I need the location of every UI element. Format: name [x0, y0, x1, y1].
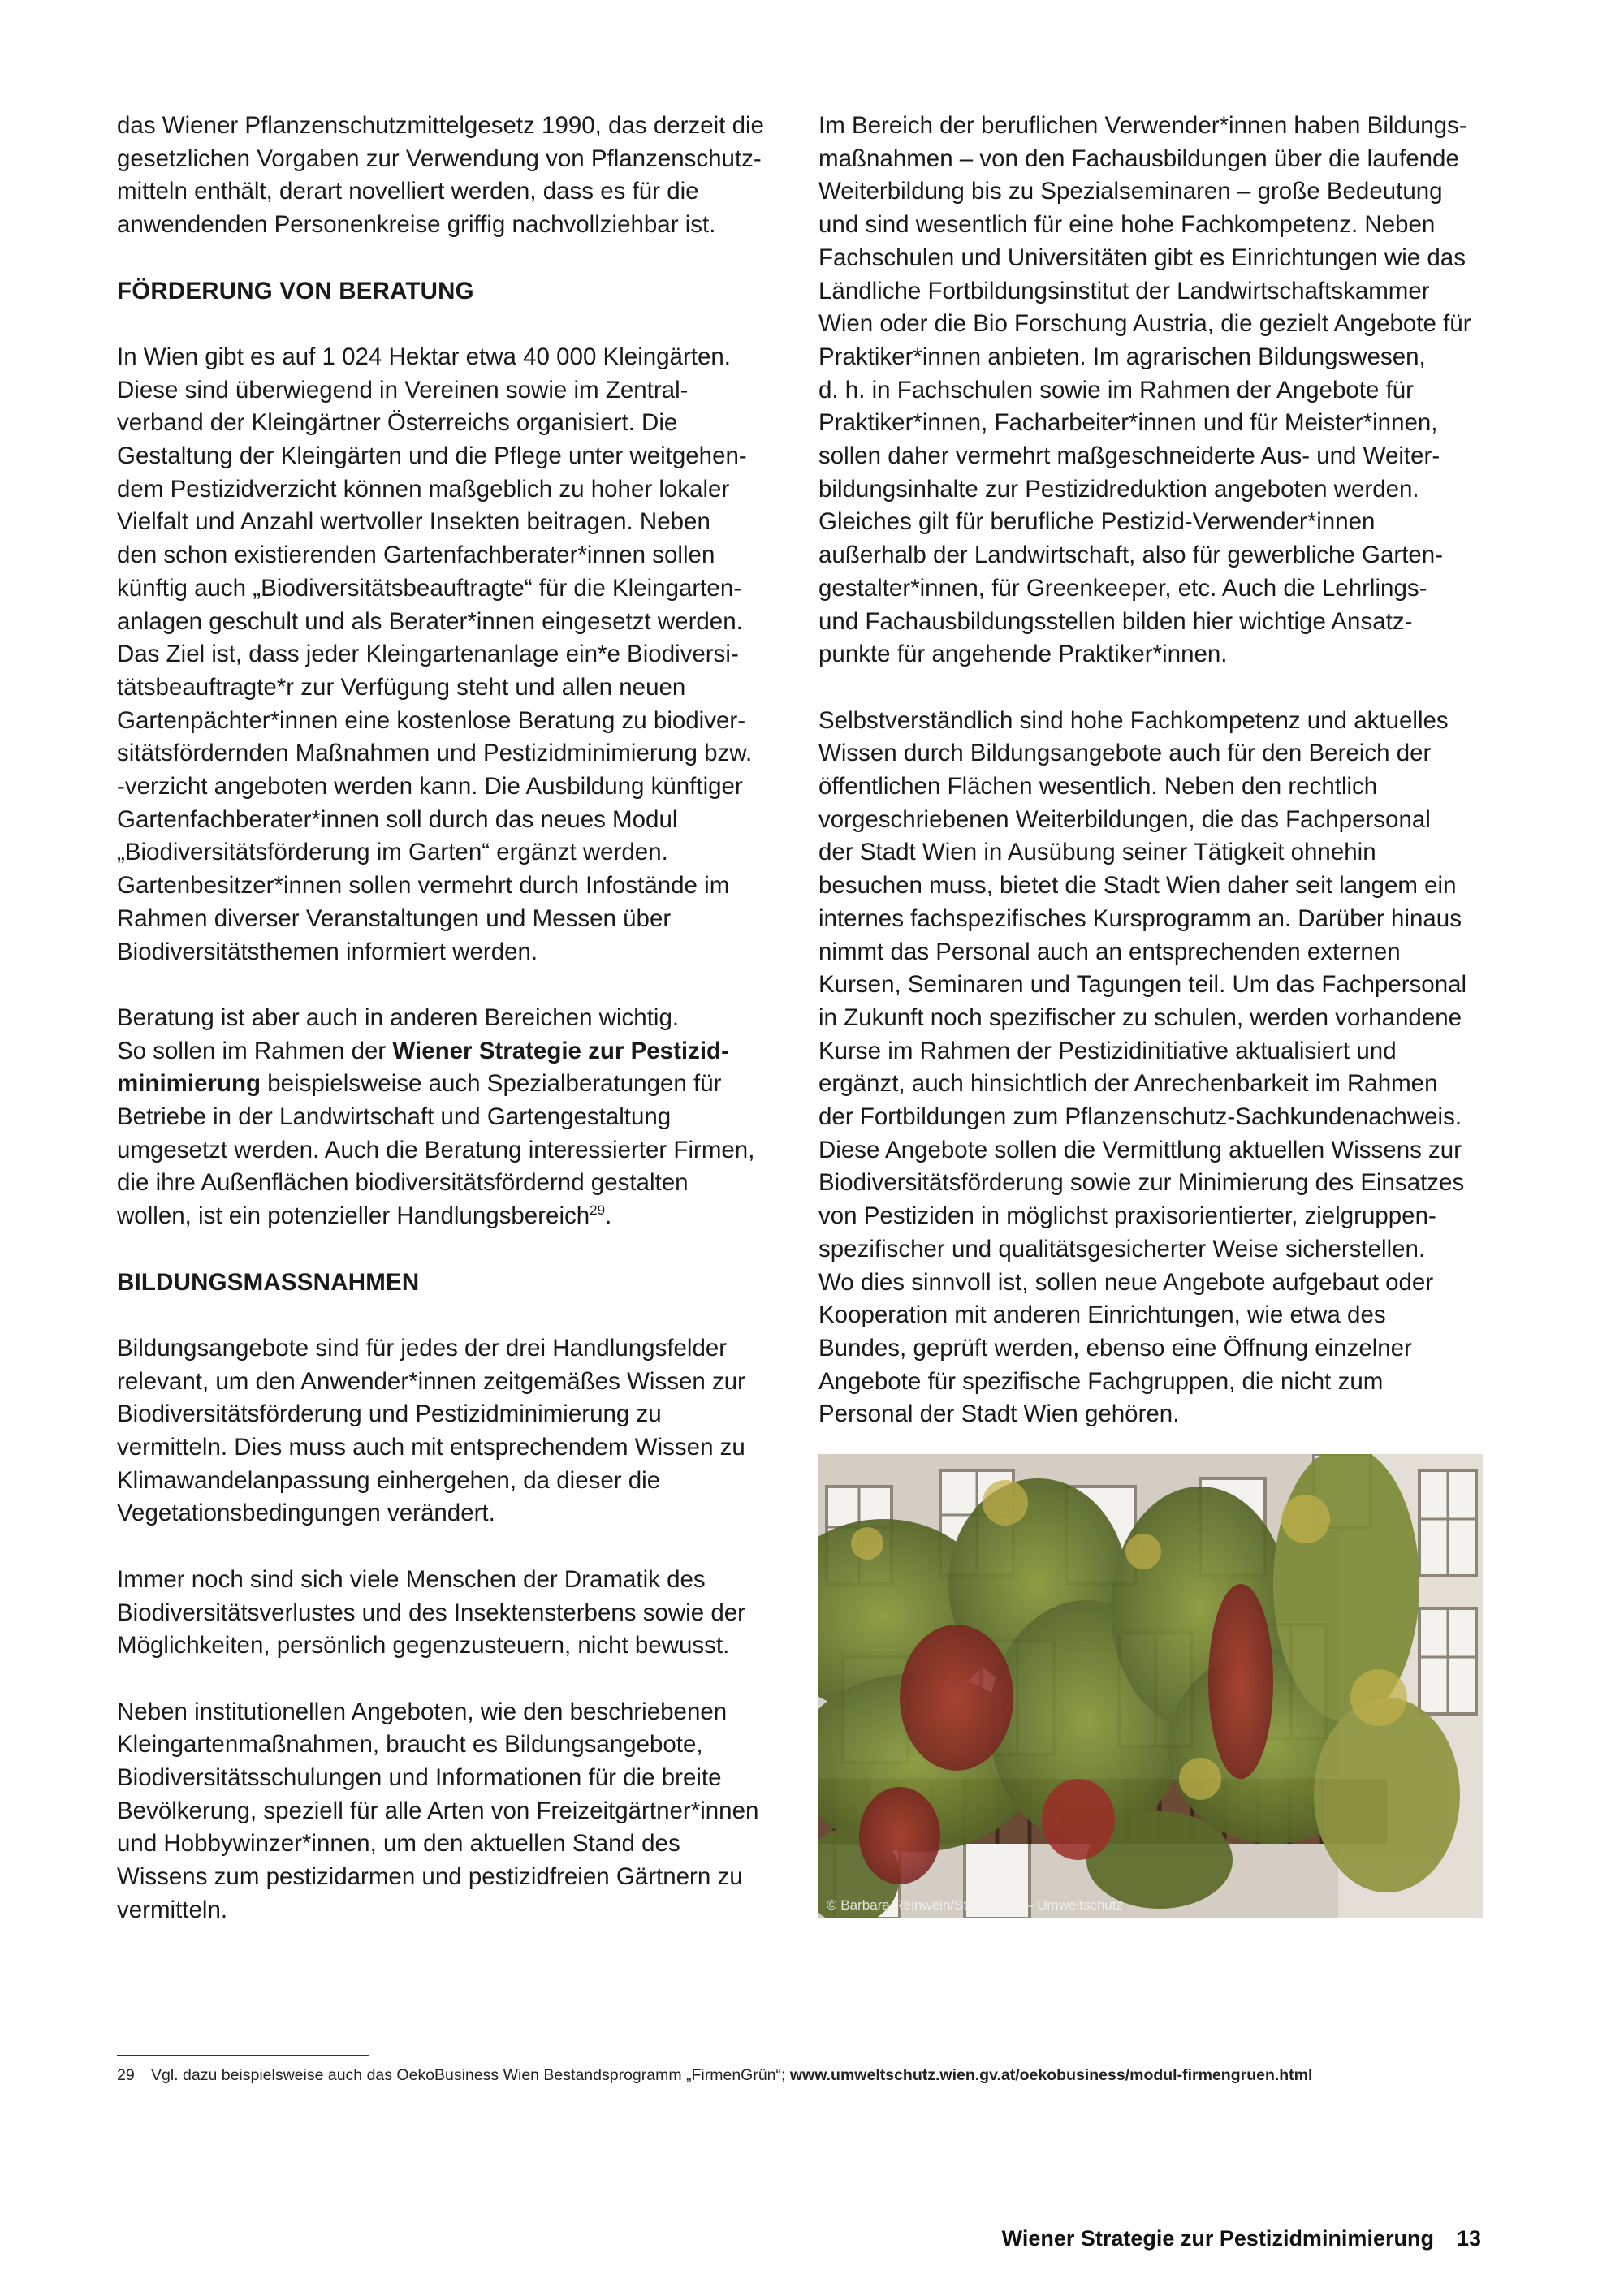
text-line: Im Bereich der beruflichen Verwender*innen haben Bildungs- — [818, 112, 1467, 139]
page-footer — [1002, 2226, 1481, 2251]
footer-title: Wiener Strategie zur Pestizidminimierung — [1001, 2226, 1434, 2251]
text-line: Wissens zum pestizidarmen und pestizidfreien Gärtnern zu — [117, 1863, 743, 1891]
text-line: Gleiches gilt für berufliche Pestizid-Verwender*innen — [818, 508, 1376, 536]
text-line: Gestaltung der Kleingärten und die Pflege unter weitgehen- — [117, 442, 747, 469]
text-line: Kurse im Rahmen der Pestizidinitiative aktualisiert und — [818, 1037, 1397, 1064]
text-line: Das Ziel ist, dass jeder Kleingartenanlage ein*e Biodiversi- — [117, 641, 739, 668]
text-line: Betriebe in der Landwirtschaft und Gartengestaltung — [117, 1103, 672, 1131]
text-line: Gartenbesitzer*innen sollen vermehrt durch Infostände im — [117, 872, 730, 900]
text-line: nimmt das Personal auch an entsprechenden externen — [818, 938, 1401, 965]
text-line: „Biodiversitätsförderung im Garten“ ergänzt werden. — [117, 839, 668, 866]
text-line: In Wien gibt es auf 1 024 Hektar etwa 40 000 Kleingärten. — [117, 343, 731, 370]
section-heading-beratung: FÖRDERUNG VON BERATUNG — [117, 277, 474, 304]
footnote-number: 29 — [117, 2066, 135, 2084]
bildung-paragraph — [117, 1332, 791, 1530]
text-line: dem Pestizidverzicht können maßgeblich zu hoher lokaler — [117, 475, 730, 503]
text-line: Fachschulen und Universitäten gibt es Einrichtungen wie das — [818, 244, 1466, 271]
text-line: maßnahmen – von den Fachausbildungen über die laufende — [818, 145, 1459, 172]
text-line: besuchen muss, bietet die Stadt Wien daher seit langem ein — [818, 872, 1457, 900]
section-heading-bildung: BILDUNGSMASSNAHMEN — [117, 1268, 420, 1296]
ivy-facade-photo — [818, 1454, 1483, 1918]
photo-credit: © Barbara Reinwein/Stadt Wien – Umweltschutz — [827, 1897, 1123, 1913]
angebote-paragraph — [117, 1696, 791, 1927]
text-line: außerhalb der Landwirtschaft, also für gewerbliche Garten- — [818, 542, 1444, 569]
text-line: in Zukunft noch spezifischer zu schulen, werden vorhandene — [818, 1003, 1462, 1031]
right-column — [818, 110, 1492, 1431]
bewusstsein-paragraph — [117, 1564, 791, 1663]
text-fragment: So sollen im Rahmen der — [117, 1037, 393, 1064]
text-fragment: beispielsweise auch Spezialberatungen für — [261, 1070, 722, 1098]
text-line: Biodiversitätsschulungen und Informationen für die breite — [117, 1764, 722, 1792]
text-line: Wien oder die Bio Forschung Austria, die gezielt Angebote für — [818, 310, 1471, 338]
text-line: Ländliche Fortbildungsinstitut der Landwirtschaftskammer — [818, 277, 1430, 304]
text-line: Bevölkerung, speziell für alle Arten von Freizeitgärtner*innen — [117, 1797, 759, 1824]
text-line: die ihre Außenflächen biodiversitätsfördernd gestalten — [117, 1169, 689, 1197]
text-line: Gartenpächter*innen eine kostenlose Beratung zu biodiver- — [117, 706, 746, 734]
text-line: anlagen geschult und als Berater*innen eingesetzt werden. — [117, 607, 743, 635]
text-line: Rahmen diverser Veranstaltungen und Messen über — [117, 904, 672, 932]
footnote-divider — [117, 2055, 369, 2056]
text-line: Wissen durch Bildungsangebote auch für den Bereich der — [818, 740, 1432, 767]
text-line: Kooperation mit anderen Einrichtungen, wie etwa des — [818, 1301, 1386, 1329]
text-line: den schon existierenden Gartenfachberater*innen sollen — [117, 542, 715, 569]
beratung-paragraph — [117, 341, 791, 969]
text-line: internes fachspezifisches Kursprogramm an. Darüber hinaus — [818, 904, 1462, 932]
text-line: vermitteln. — [117, 1896, 228, 1923]
text-line: und sind wesentlich für eine hohe Fachkompetenz. Neben — [818, 211, 1436, 239]
text-line: Kleingartenmaßnahmen, braucht es Bildungsangebote, — [117, 1731, 703, 1759]
text-line: relevant, um den Anwender*innen zeitgemäßes Wissen zur — [117, 1367, 745, 1395]
text-line: Biodiversitätsverlustes und des Insektensterbens sowie der — [117, 1599, 745, 1626]
text-line: Bundes, geprüft werden, ebenso eine Öffnung einzelner — [818, 1335, 1412, 1362]
strategy-name-bold: Wiener Strategie zur Pestizid- — [392, 1037, 729, 1064]
footnote-29 — [117, 2065, 1312, 2086]
text-line: tätsbeauftragte*r zur Verfügung steht und allen neuen — [117, 673, 686, 701]
text-line: der Stadt Wien in Ausübung seiner Tätigkeit ohnehin — [818, 839, 1376, 866]
text-line: gesetzlichen Vorgaben zur Verwendung von Pflanzenschutz- — [117, 145, 762, 172]
oeffentliche-flaechen-paragraph — [818, 705, 1492, 1431]
footnote-reference[interactable]: 29 — [590, 1202, 606, 1219]
text-line: Wo dies sinnvoll ist, sollen neue Angebote aufgebaut oder — [818, 1268, 1434, 1296]
berufliche-verwender-paragraph — [818, 110, 1492, 671]
text-line: vorgeschriebenen Weiterbildungen, die das Fachpersonal — [818, 805, 1431, 833]
text-line: Neben institutionellen Angeboten, wie den beschriebenen — [117, 1698, 728, 1725]
text-line: Personal der Stadt Wien gehören. — [818, 1400, 1180, 1428]
text-line: umgesetzt werden. Auch die Beratung interessierter Firmen, — [117, 1136, 755, 1163]
text-line: Praktiker*innen, Facharbeiter*innen und für Meister*innen, — [818, 409, 1438, 437]
text-line: Klimawandelanpassung einhergehen, da dieser die — [117, 1466, 661, 1494]
text-line: Möglichkeiten, persönlich gegenzusteuern, nicht bewusst. — [117, 1632, 730, 1659]
text-line: ergänzt, auch hinsichtlich der Anrechenbarkeit im Rahmen — [818, 1070, 1438, 1098]
text-line: Weiterbildung bis zu Spezialseminaren – große Bedeutung — [818, 178, 1443, 205]
text-line: das Wiener Pflanzenschutzmittelgesetz 1990, das derzeit die — [117, 112, 764, 139]
text-line: Angebote für spezifische Fachgruppen, die nicht zum — [818, 1367, 1384, 1395]
text-line: verband der Kleingärtner Österreichs organisiert. Die — [117, 409, 678, 437]
footnote-link[interactable]: www.umweltschutz.wien.gv.at/oekobusiness/modul-firmengruen.html — [789, 2066, 1313, 2084]
text-line: bildungsinhalte zur Pestizidreduktion angeboten werden. — [818, 475, 1419, 503]
text-line: spezifischer und qualitätsgesicherter Weise sicherstellen. — [818, 1235, 1426, 1262]
text-line: von Pestiziden in möglichst praxisorientierter, zielgruppen- — [818, 1202, 1436, 1230]
ivy-facade-illustration — [818, 1454, 1483, 1918]
text-line: sollen daher vermehrt maßgeschneiderte Aus- und Weiter- — [818, 442, 1440, 470]
text-line: Diese sind überwiegend in Vereinen sowie im Zentral- — [117, 376, 689, 404]
text-line — [117, 1035, 791, 1068]
text-line: Praktiker*innen anbieten. Im agrarischen Bildungswesen, — [818, 343, 1426, 370]
text-line: anwendenden Personenkreise griffig nachvollziehbar ist. — [117, 211, 716, 239]
text-line: Vielfalt und Anzahl wertvoller Insekten beitragen. Neben — [117, 508, 710, 536]
text-line: und Hobbywinzer*innen, um den aktuellen Stand des — [117, 1830, 680, 1858]
text-line: Immer noch sind sich viele Menschen der Dramatik des — [117, 1565, 706, 1593]
text-line: punkte für angehende Praktiker*innen. — [818, 641, 1228, 668]
text-line: vermitteln. Dies muss auch mit entsprechendem Wissen zu — [117, 1434, 745, 1461]
text-line: d. h. in Fachschulen sowie im Rahmen der Angebote für — [818, 376, 1414, 404]
left-column — [117, 110, 791, 1927]
text-line: Vegetationsbedingungen verändert. — [117, 1500, 495, 1527]
text-line: sitätsfördernden Maßnahmen und Pestizidminimierung bzw. — [117, 740, 753, 767]
text-line — [117, 1200, 791, 1233]
text-fragment: wollen, ist ein potenzieller Handlungsbereich — [117, 1202, 590, 1230]
text-line: Kursen, Seminaren und Tagungen teil. Um das Fachpersonal — [818, 971, 1467, 999]
intro-paragraph — [117, 110, 791, 242]
text-line: -verzicht angeboten werden kann. Die Ausbildung künftiger — [117, 773, 743, 801]
text-line: Beratung ist aber auch in anderen Bereichen wichtig. — [117, 1003, 680, 1031]
text-line: Gartenfachberater*innen soll durch das neues Modul — [117, 805, 678, 833]
text-line: Biodiversitätsthemen informiert werden. — [117, 938, 538, 965]
text-line: und Fachausbildungsstellen bilden hier wichtige Ansatz- — [818, 607, 1413, 635]
text-line: Biodiversitätsförderung und Pestizidminimierung zu — [117, 1400, 662, 1428]
text-line: mitteln enthält, derart novelliert werden, dass es für die — [117, 178, 699, 205]
text-line: Diese Angebote sollen die Vermittlung aktuellen Wissens zur — [818, 1136, 1462, 1163]
text-line: öffentlichen Flächen wesentlich. Neben den rechtlich — [818, 773, 1378, 801]
text-line: der Fortbildungen zum Pflanzenschutz-Sachkundenachweis. — [818, 1103, 1462, 1131]
text-line: Bildungsangebote sind für jedes der drei Handlungsfelder — [117, 1334, 728, 1362]
text-line: Biodiversitätsförderung sowie zur Minimierung des Einsatzes — [818, 1169, 1465, 1197]
strategy-name-bold: minimierung — [117, 1070, 261, 1098]
text-line: Selbstverständlich sind hohe Fachkompetenz und aktuelles — [818, 706, 1449, 734]
beratung-bereiche-paragraph — [117, 1002, 791, 1233]
text-fragment: . — [605, 1202, 612, 1230]
text-line: gestalter*innen, für Greenkeeper, etc. Auch die Lehrlings- — [818, 574, 1427, 602]
text-line — [117, 1068, 791, 1101]
footnote-text: Vgl. dazu beispielsweise auch das OekoBusiness Wien Bestandsprogramm „FirmenGrün“; — [151, 2066, 790, 2084]
page-number: 13 — [1456, 2226, 1481, 2251]
text-line: künftig auch „Biodiversitätsbeauftragte“ für die Kleingarten- — [117, 574, 742, 602]
